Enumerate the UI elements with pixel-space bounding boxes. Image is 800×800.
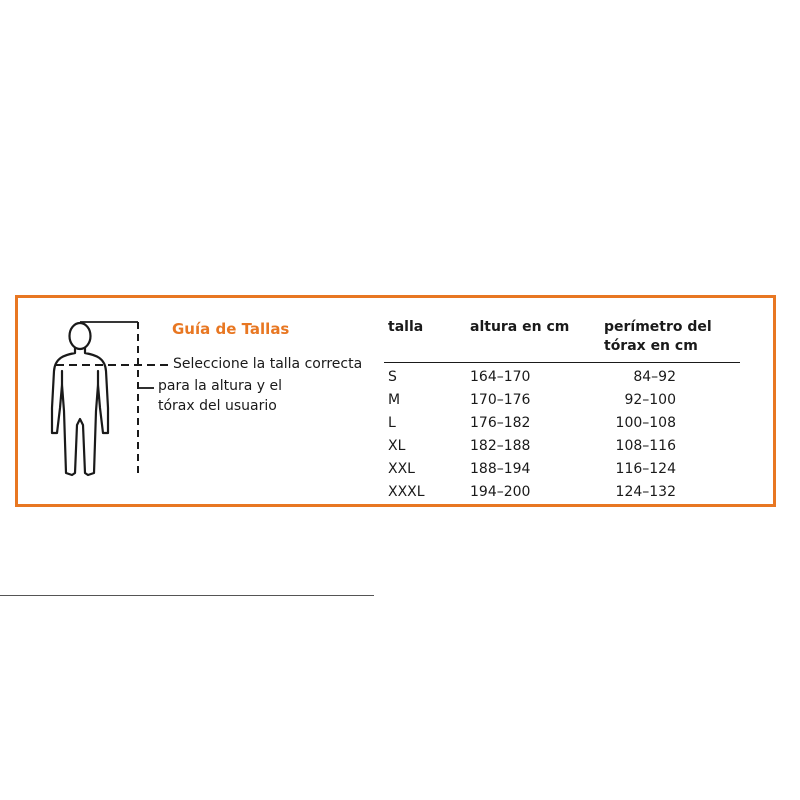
bottom-divider — [0, 595, 374, 596]
cell-size: S — [388, 369, 397, 385]
table-row — [384, 481, 740, 504]
size-table — [384, 318, 740, 504]
table-row — [384, 458, 740, 481]
table-row — [384, 389, 740, 412]
cell-height: 194–200 — [470, 484, 531, 500]
guide-description-line-2: para la altura y el — [158, 378, 283, 394]
cell-chest: 100–108 — [615, 415, 676, 431]
cell-size: XL — [388, 438, 406, 454]
cell-chest: 124–132 — [615, 484, 676, 500]
cell-chest: 116–124 — [615, 461, 676, 477]
table-row — [384, 435, 740, 458]
header-height: altura en cm — [470, 319, 570, 335]
table-row — [384, 366, 740, 389]
guide-description-line-3: tórax del usuario — [158, 398, 277, 414]
header-chest: perímetro del tórax en cm — [604, 319, 712, 354]
size-table-header — [384, 318, 740, 363]
cell-size: XXL — [388, 461, 415, 477]
guide-title: Guía de Tallas — [172, 320, 290, 338]
cell-height: 182–188 — [470, 438, 531, 454]
table-row — [384, 412, 740, 435]
cell-chest: 84–92 — [633, 369, 676, 385]
cell-height: 188–194 — [470, 461, 531, 477]
cell-height: 176–182 — [470, 415, 531, 431]
cell-size: XXXL — [388, 484, 425, 500]
header-size: talla — [388, 319, 424, 335]
cell-height: 170–176 — [470, 392, 531, 408]
cell-size: M — [388, 392, 401, 408]
cell-chest: 92–100 — [624, 392, 676, 408]
cell-chest: 108–116 — [615, 438, 676, 454]
guide-description-line-1: Seleccione la talla correcta — [173, 356, 363, 372]
cell-size: L — [388, 415, 396, 431]
cell-height: 164–170 — [470, 369, 531, 385]
size-guide-card — [15, 295, 776, 507]
size-table-body — [384, 363, 740, 504]
